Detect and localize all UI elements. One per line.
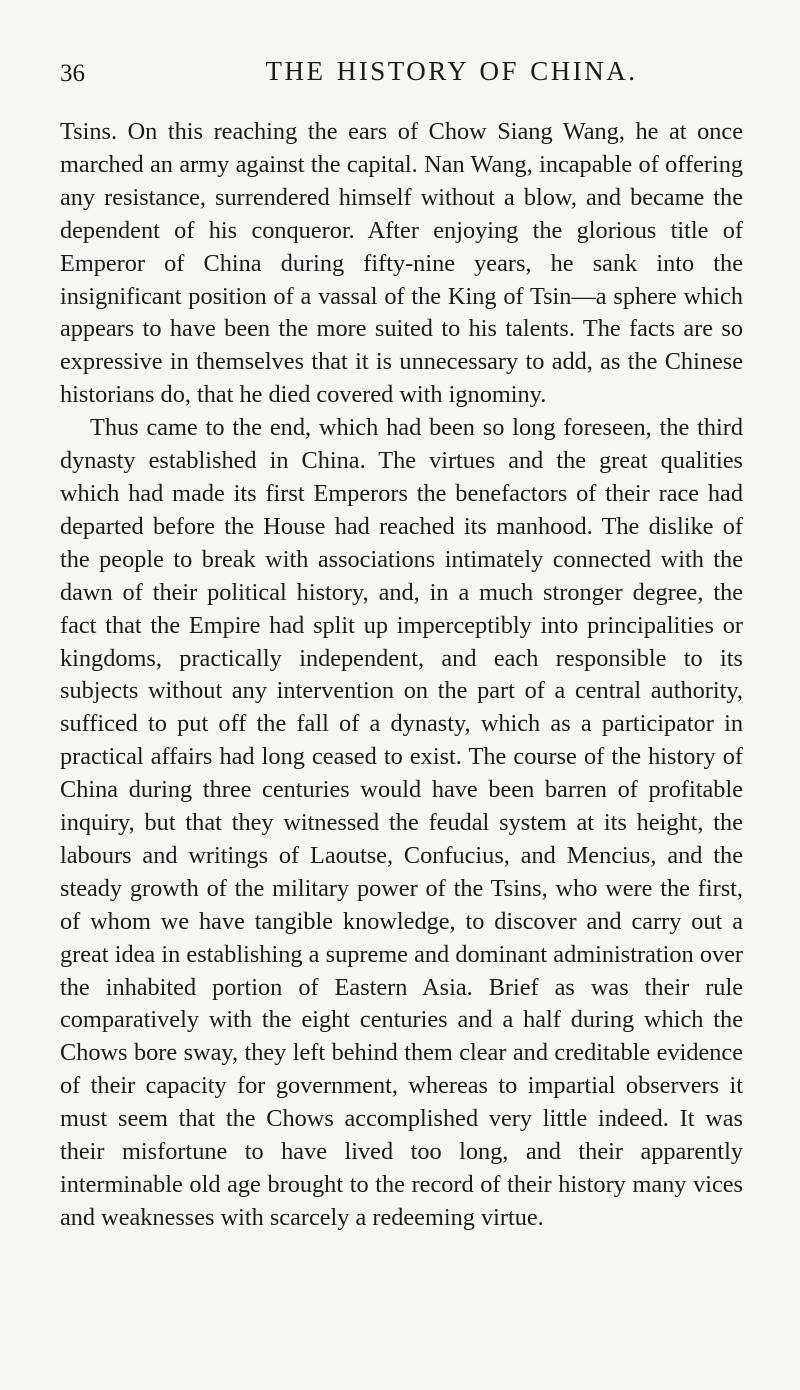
page-header (60, 52, 743, 92)
paragraph-2: Thus came to the end, which had been so long foreseen, the third dynasty established in China. The virtues and the great qualities which had made its first Emperors the benefactors of their race had departed before the House had reached its manhood. The dislike of the people to break with associations intimately connected with the dawn of their political history, and, in a much stronger degree, the fact that the Empire had split up imperceptibly into principalities or kingdoms, practically independent, and each responsible to its subjects without any intervention on the part of a central authority, sufficed to put off the fall of a dynasty, which as a participator in practical affairs had long ceased to exist. The course of the history of China during three centuries would have been barren of profitable inquiry, but that they witnessed the feudal system at its height, the labours and writings of Laoutse, Confucius, and Mencius, and the steady growth of the military power of the Tsins, who were the first, of whom we have tangible knowledge, to discover and carry out a great idea in establishing a supreme and dominant administration over the inhabited portion of Eastern Asia. Brief as was their rule comparatively with the eight centuries and a half during which the Chows bore sway, they left behind them clear and creditable evidence of their capacity for government, whereas to impartial observers it must seem that the Chows accomplished very little indeed. It was their misfortune to have lived too long, and their apparently interminable old age brought to the record of their history many vices and weaknesses with scarcely a redeeming virtue. (60, 414, 743, 1231)
body-text (60, 116, 743, 1235)
book-page (60, 52, 743, 1235)
paragraph-1: Tsins. On this reaching the ears of Chow Siang Wang, he at once marched an army against the capital. Nan Wang, incapable of offering any resistance, surrendered himself without a blow, and became the dependent of his conqueror. After enjoying the glorious title of Emperor of China during fifty-nine years, he sank into the insignificant position of a vassal of the King of Tsin—a sphere which appears to have been the more suited to his talents. The facts are so expressive in themselves that it is unnecessary to add, as the Chinese historians do, that he died covered with ignominy. (60, 118, 743, 409)
running-title: THE HISTORY OF CHINA. (265, 56, 638, 86)
page-number: 36 (60, 60, 85, 87)
